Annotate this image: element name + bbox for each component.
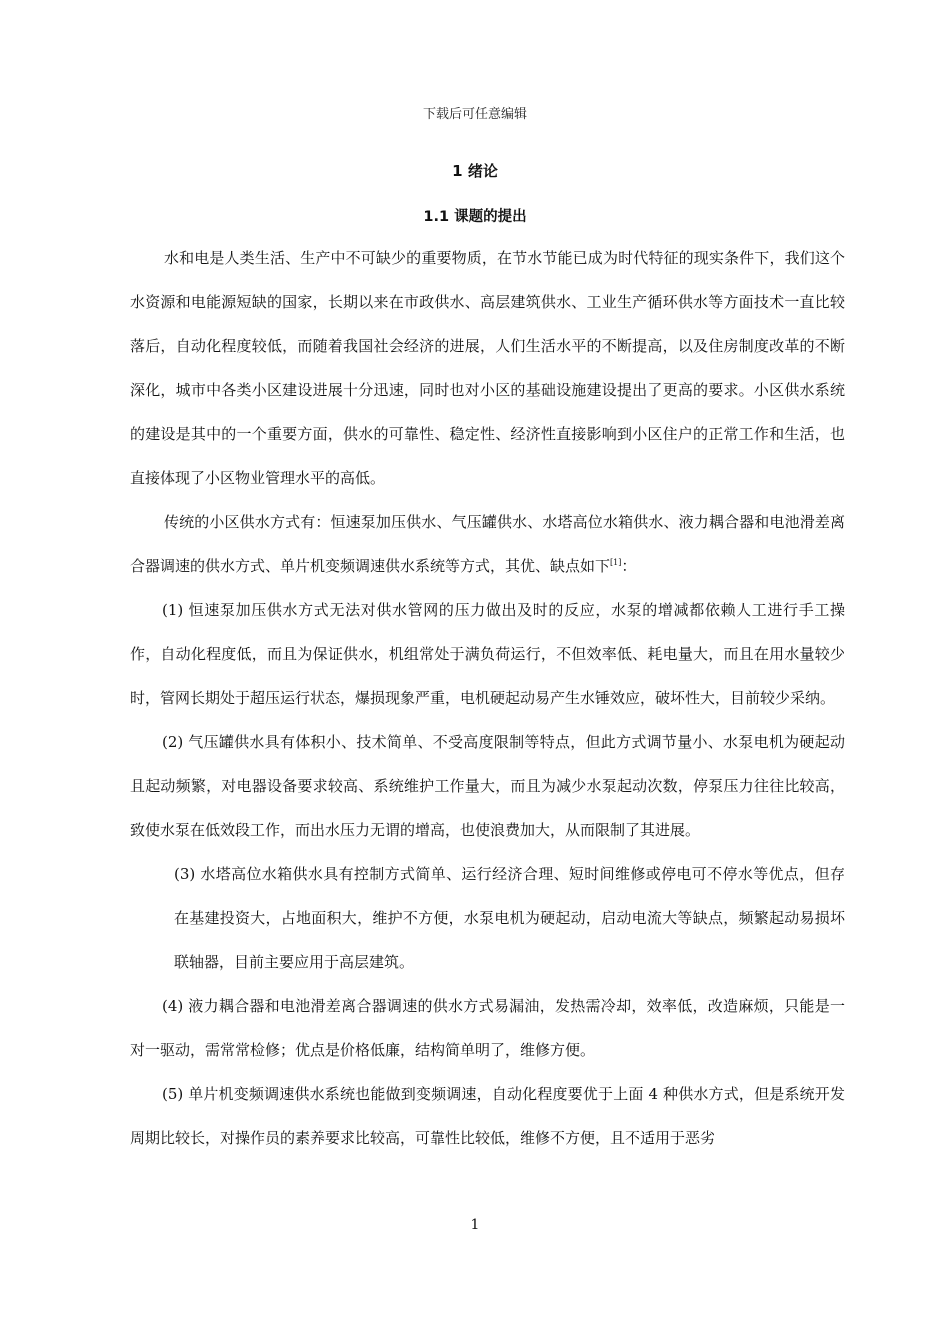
section-title: 1.1 课题的提出 xyxy=(423,209,527,225)
chapter-title: 1 绪论 xyxy=(452,162,498,180)
paragraph-methods xyxy=(130,500,845,588)
page-header: 下载后可任意编辑 xyxy=(422,107,527,122)
list-item-2: (2) 气压罐供水具有体积小、技术简单、不受高度限制等特点，但此方式调节量小、水泵电机为硬起动且起动频繁，对电器设备要求较高、系统维护工作量大，而且为减少水泵起动次数，停泵压力往往比较高，致使水泵在低效段工作，而出水压力无谓的增高，也使浪费加大，从而限制了其进展。 xyxy=(130,733,845,839)
list-item-5: (5) 单片机变频调速供水系统也能做到变频调速，自动化程度要优于上面 4 种供水方式，但是系统开发周期比较长，对操作员的素养要求比较高，可靠性比较低，维修不方便，且不适用于恶劣 xyxy=(130,1085,845,1147)
body-text xyxy=(130,236,845,1160)
paragraph-intro: 水和电是人类生活、生产中不可缺少的重要物质，在节水节能已成为时代特征的现实条件下，我们这个水资源和电能源短缺的国家，长期以来在市政供水、高层建筑供水、工业生产循环供水等方面技术一直比较落后，自动化程度较低，而随着我国社会经济的进展，人们生活水平的不断提高，以及住房制度改革的不断深化，城市中各类小区建设进展十分迅速，同时也对小区的基础设施建设提出了更高的要求。小区供水系统的建设是其中的一个重要方面，供水的可靠性、稳定性、经济性直接影响到小区住户的正常工作和生活，也直接体现了小区物业管理水平的高低。 xyxy=(130,249,845,487)
list-item-4: (4) 液力耦合器和电池滑差离合器调速的供水方式易漏油，发热需冷却，效率低，改造麻烦，只能是一对一驱动，需常常检修；优点是价格低廉，结构简单明了，维修方便。 xyxy=(130,997,845,1059)
citation-ref: [1] xyxy=(610,558,622,567)
paragraph-methods-end: ： xyxy=(621,557,637,575)
page-number: 1 xyxy=(470,1217,480,1233)
list-item-1: (1) 恒速泵加压供水方式无法对供水管网的压力做出及时的反应，水泵的增减都依赖人工进行手工操作，自动化程度低，而且为保证供水，机组常处于满负荷运行，不但效率低、耗电量大，而且在用水量较少时，管网长期处于超压运行状态，爆损现象严重，电机硬起动易产生水锤效应，破坏性大，目前较少采纳。 xyxy=(130,601,845,707)
paragraph-methods-text: 传统的小区供水方式有：恒速泵加压供水、气压罐供水、水塔高位水箱供水、液力耦合器和电池滑差离合器调速的供水方式、单片机变频调速供水系统等方式，其优、缺点如下 xyxy=(130,513,845,575)
list-item-3: (3) 水塔高位水箱供水具有控制方式简单、运行经济合理、短时间维修或停电可不停水等优点，但存在基建投资大，占地面积大，维护不方便，水泵电机为硬起动，启动电流大等缺点，频繁起动易损坏联轴器，目前主要应用于高层建筑。 xyxy=(174,865,845,971)
